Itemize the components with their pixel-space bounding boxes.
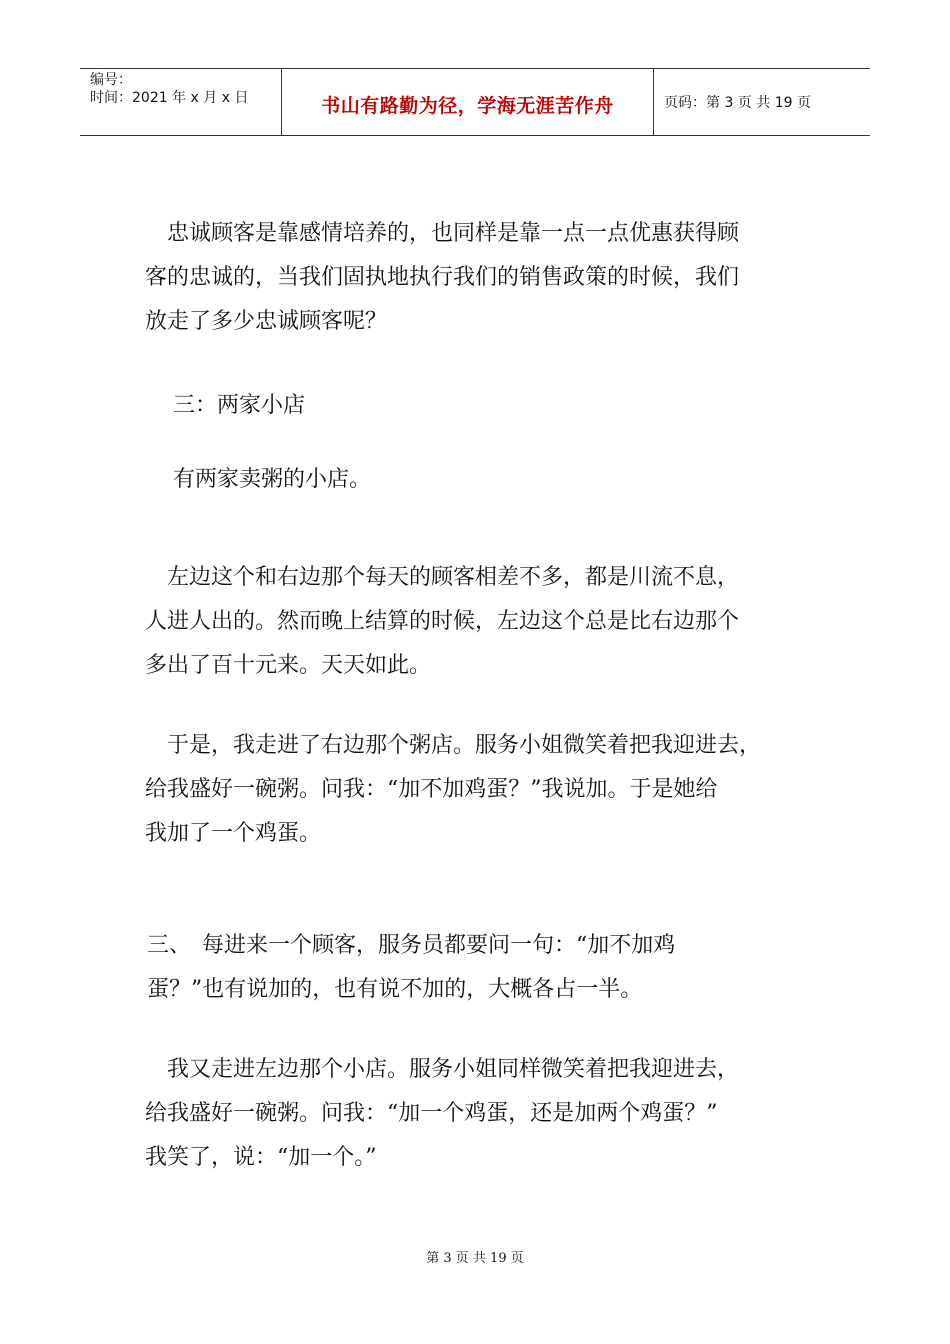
page-footer: [0, 1247, 950, 1266]
document-number-label: 编号：: [90, 72, 132, 88]
section-heading: [151, 384, 305, 428]
paragraph: [145, 556, 739, 688]
text-line: 客的忠诚的，当我们固执地执行我们的销售政策的时候，我们: [145, 265, 740, 290]
header-motto: 书山有路勤为径，学海无涯苦作舟: [321, 94, 614, 117]
text-line: 放走了多少忠诚顾客呢？: [145, 309, 388, 334]
paragraph: [145, 724, 761, 856]
text-line: 我又走进左边那个小店。服务小姐同样微笑着把我迎进去，: [145, 1057, 740, 1082]
text-line: 我加了一个鸡蛋。: [145, 821, 322, 846]
document-time-label: 时间：2021 年 x 月 x 日: [90, 90, 249, 106]
text-line: 给我盛好一碗粥。问我：“加不加鸡蛋？”我说加。于是她给: [145, 777, 718, 802]
paragraph: [151, 458, 371, 502]
footer-page-number: 第 3 页 共 19 页: [426, 1251, 524, 1266]
text-line: 多出了百十元来。天天如此。: [145, 653, 432, 678]
header-meta-cell: [80, 69, 282, 135]
text-line: 人进人出的。然而晚上结算的时候，左边这个总是比右边那个: [145, 609, 740, 634]
text-line: 我笑了，说：“加一个。”: [145, 1145, 377, 1170]
text-line: 忠诚顾客是靠感情培养的，也同样是靠一点一点优惠获得顾: [145, 221, 740, 246]
paragraph: [147, 924, 675, 1012]
text-line: 于是，我走进了右边那个粥店。服务小姐微笑着把我迎进去，: [145, 733, 762, 758]
page-header: [80, 68, 870, 136]
paragraph: [145, 1048, 739, 1180]
header-page-info: 页码：第 3 页 共 19 页: [664, 95, 811, 111]
text-line: 有两家卖粥的小店。: [151, 467, 372, 492]
header-page-cell: [654, 69, 870, 135]
text-line: 左边这个和右边那个每天的顾客相差不多，都是川流不息，: [145, 565, 740, 590]
text-line: 蛋？”也有说加的，也有说不加的，大概各占一半。: [147, 977, 643, 1002]
header-motto-cell: [282, 69, 654, 135]
text-line: 三：两家小店: [151, 393, 306, 418]
paragraph: [145, 212, 739, 344]
text-line: 三、 每进来一个顾客，服务员都要问一句：“加不加鸡: [147, 933, 676, 958]
text-line: 给我盛好一碗粥。问我：“加一个鸡蛋，还是加两个鸡蛋？”: [145, 1101, 718, 1126]
